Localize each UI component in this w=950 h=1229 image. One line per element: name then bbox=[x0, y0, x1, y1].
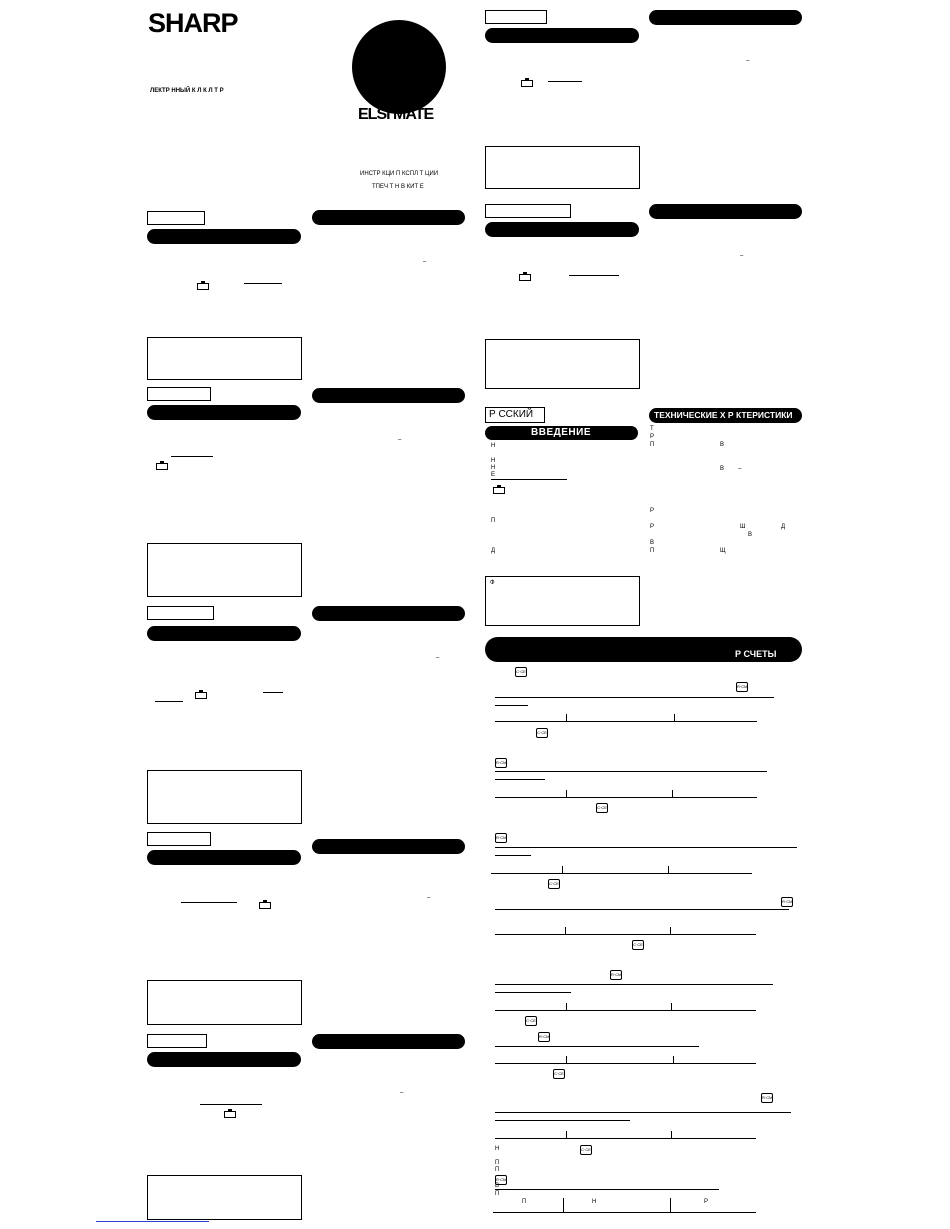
section-heading-1 bbox=[147, 229, 301, 244]
clear-key-icon: C·CE bbox=[580, 1145, 592, 1155]
lang-tag-5 bbox=[147, 1034, 207, 1048]
memory-key-icon: R·CM bbox=[736, 682, 748, 692]
section-heading-8 bbox=[312, 606, 465, 621]
lang-tag-4 bbox=[147, 832, 211, 846]
section-heading-12 bbox=[485, 222, 639, 237]
section-heading-9 bbox=[312, 839, 465, 854]
lang-tag-russian: Р ССКИЙ bbox=[485, 407, 545, 423]
note-box-6 bbox=[485, 146, 640, 189]
specs-heading: ТЕХНИЧЕСКИЕ Х Р КТЕРИСТИКИ bbox=[649, 408, 802, 423]
note-box-4 bbox=[147, 980, 302, 1025]
lang-tag-1 bbox=[147, 211, 205, 225]
chip-icon bbox=[156, 457, 168, 475]
note-box-7 bbox=[485, 339, 640, 389]
memory-key-icon: R·CM bbox=[495, 758, 507, 768]
clear-key-icon: C·CE bbox=[548, 879, 560, 889]
section-heading-5 bbox=[147, 1052, 301, 1067]
clear-key-icon: C·CE bbox=[553, 1069, 565, 1079]
section-heading-13 bbox=[649, 10, 802, 25]
chip-icon bbox=[259, 896, 271, 914]
clear-key-icon: C·CE bbox=[536, 728, 548, 738]
section-heading-4 bbox=[147, 850, 301, 865]
note-box-2 bbox=[147, 543, 302, 597]
note-box-russian: Ф bbox=[485, 576, 640, 626]
page-link[interactable] bbox=[96, 1221, 209, 1222]
printed-in: ТПЕЧ Т Н В КИТ Е bbox=[372, 184, 424, 190]
section-heading-3 bbox=[147, 626, 301, 641]
section-heading-6 bbox=[312, 210, 465, 225]
clear-key-icon: C·CE bbox=[525, 1016, 537, 1026]
lang-tag-3 bbox=[147, 606, 214, 620]
section-heading-14 bbox=[649, 204, 802, 219]
manual-title: ИНСТР КЦИ П КСПЛ Т ЦИИ bbox=[360, 171, 439, 177]
clear-key-icon: C·CE bbox=[596, 803, 608, 813]
brand-circle-emblem bbox=[352, 20, 446, 114]
chip-icon bbox=[493, 481, 505, 499]
lang-tag-2 bbox=[147, 387, 211, 401]
memory-key-icon: R·CM bbox=[495, 833, 507, 843]
clear-key-icon: C·CE bbox=[632, 940, 644, 950]
section-heading-11 bbox=[485, 28, 639, 43]
intro-heading: ВВЕДЕНИЕ bbox=[485, 426, 638, 440]
section-heading-7 bbox=[312, 388, 465, 403]
chip-icon bbox=[195, 686, 207, 704]
lang-tag-6 bbox=[485, 10, 547, 24]
chip-icon bbox=[224, 1105, 236, 1123]
section-heading-2 bbox=[147, 405, 301, 420]
section-heading-10 bbox=[312, 1034, 465, 1049]
calc-heading: Р СЧЕТЫ bbox=[485, 637, 802, 662]
memory-key-icon: R·CM bbox=[495, 1175, 507, 1185]
note-box-3 bbox=[147, 770, 302, 824]
note-box-5 bbox=[147, 1175, 302, 1220]
chip-icon bbox=[519, 268, 531, 286]
sharp-logo: SHARP bbox=[148, 8, 238, 38]
chip-icon bbox=[521, 74, 533, 92]
memory-key-icon: R·CM bbox=[610, 970, 622, 980]
clear-key-icon: C·CE bbox=[515, 667, 527, 677]
memory-key-icon: R·CM bbox=[761, 1093, 773, 1103]
chip-icon bbox=[197, 277, 209, 295]
elsimate-logo: ELSI MATE bbox=[358, 106, 434, 123]
memory-key-icon: R·CM bbox=[538, 1032, 550, 1042]
memory-key-icon: R·CM bbox=[781, 897, 793, 907]
lang-tag-7 bbox=[485, 204, 571, 218]
note-box-1 bbox=[147, 337, 302, 380]
cover-subtitle: ЛЕКТР ННЫЙ К Л К Л Т Р bbox=[150, 88, 224, 94]
